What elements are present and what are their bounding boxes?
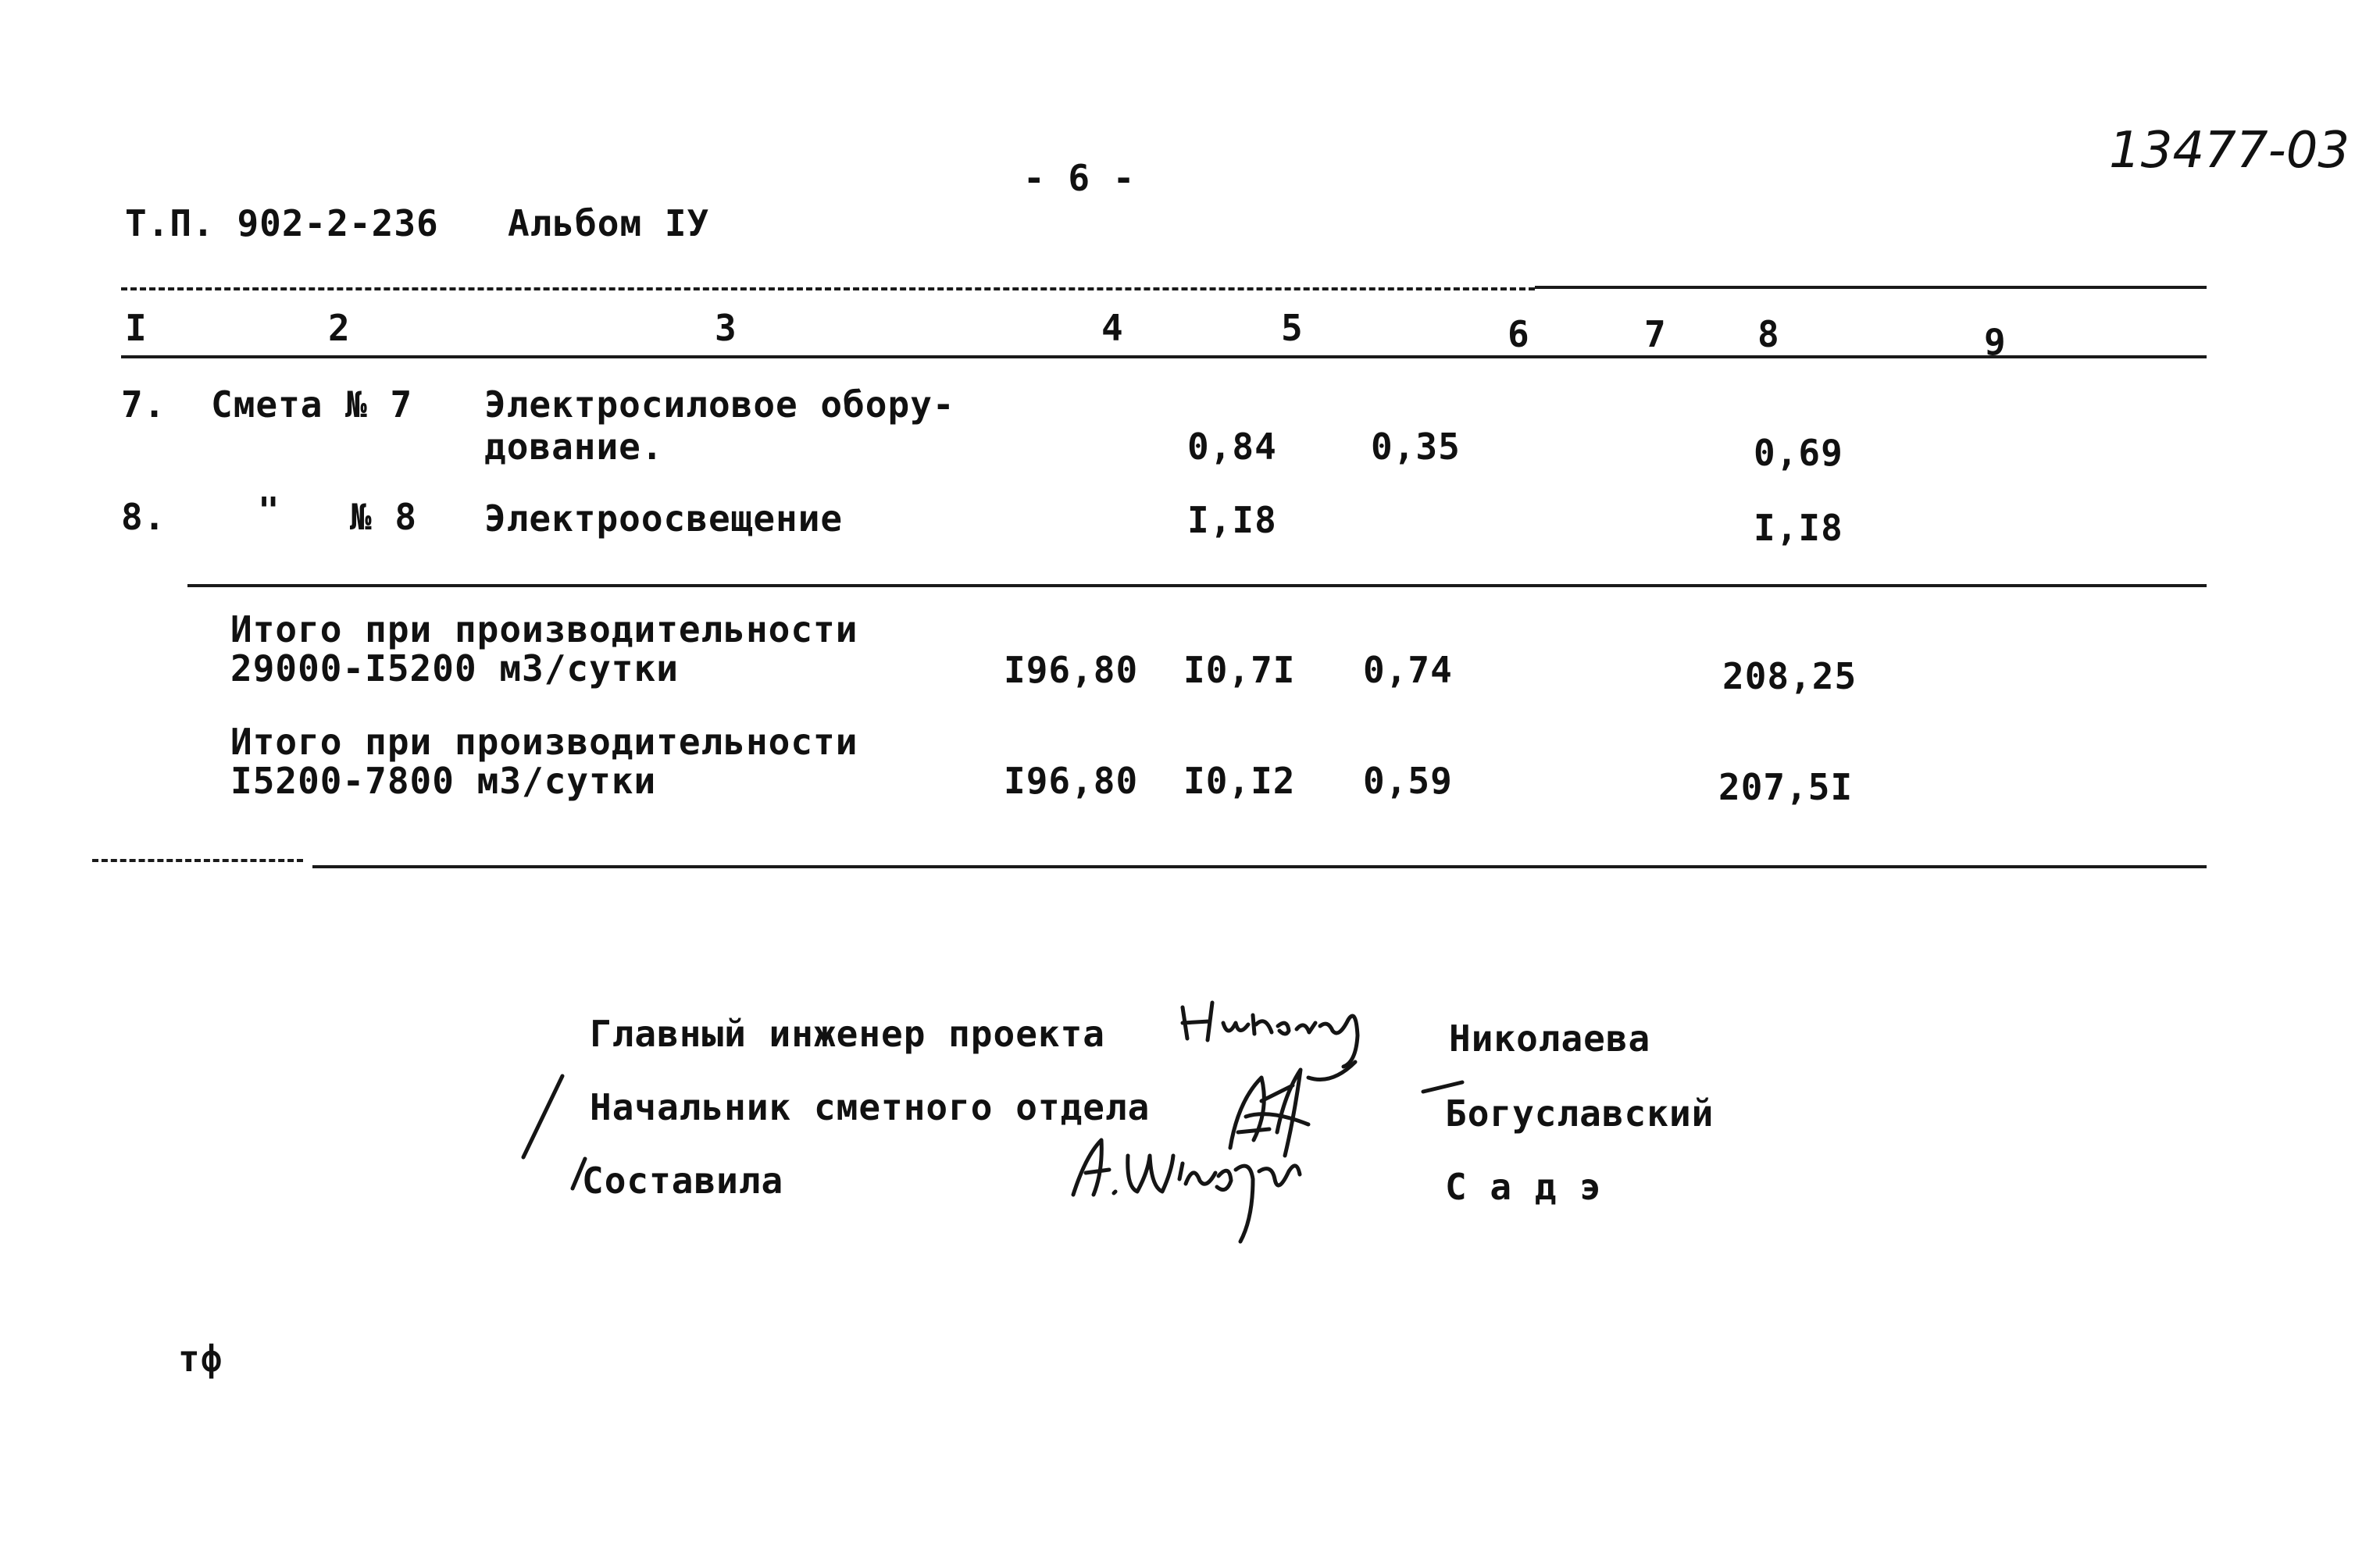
total-label-line1: Итого при производительности — [230, 721, 858, 763]
column-number: I — [125, 307, 148, 349]
column-number: 4 — [1101, 307, 1124, 349]
cell-col8: 207,5I — [1718, 766, 1854, 808]
row-number: 7. — [121, 383, 166, 426]
row-number: 8. — [121, 496, 166, 538]
cell-col5: I0,I2 — [1183, 760, 1296, 802]
cell-col4: I96,80 — [1004, 760, 1139, 802]
archive-stamp-number: 13477-03 — [2109, 122, 2350, 180]
total-label-line1: Итого при производительности — [230, 608, 858, 650]
document-code: Т.П. 902-2-236 — [125, 202, 439, 244]
cell-col8: I,I8 — [1754, 507, 1843, 549]
ditto-mark: " — [258, 490, 280, 532]
top-rule-right — [1535, 286, 2207, 289]
signature-sade — [1062, 1124, 1343, 1249]
column-number: 6 — [1508, 313, 1530, 355]
cell-col4: I96,80 — [1004, 649, 1139, 691]
top-dashed-rule — [121, 287, 1535, 290]
margin-slash-mark — [516, 1070, 570, 1163]
name-dash-mark — [1420, 1076, 1467, 1099]
cell-col6: 0,35 — [1371, 426, 1461, 468]
footer-mark: тф — [178, 1338, 223, 1380]
column-number: 3 — [715, 307, 737, 349]
cell-col8: 0,69 — [1754, 432, 1843, 474]
album-label: Альбом IУ — [508, 202, 710, 244]
cell-col6: 0,59 — [1363, 760, 1453, 802]
bottom-rule — [312, 865, 2207, 868]
column-number: 7 — [1644, 313, 1667, 355]
signer-name: Богуславский — [1445, 1092, 1715, 1135]
item-name-line2: дование. — [484, 426, 664, 468]
signer-role: Главный инженер проекта — [590, 1013, 1105, 1055]
signer-name: С а д э — [1445, 1166, 1602, 1208]
signer-name: Николаева — [1449, 1017, 1651, 1060]
cell-col8: 208,25 — [1722, 655, 1857, 697]
page-number: - 6 - — [1023, 157, 1136, 199]
cell-col6: 0,74 — [1363, 649, 1453, 691]
total-label-line2: I5200-7800 м3/сутки — [230, 760, 657, 802]
totals-separator-rule — [187, 584, 2207, 587]
cell-col5: I,I8 — [1187, 499, 1277, 541]
column-header-rule — [121, 355, 2207, 358]
column-number: 5 — [1281, 307, 1304, 349]
bottom-dashed-rule — [92, 859, 303, 862]
column-number: 8 — [1757, 313, 1780, 355]
cell-col5: I0,7I — [1183, 649, 1296, 691]
cell-col5: 0,84 — [1187, 426, 1277, 468]
column-number: 2 — [328, 307, 351, 349]
total-label-line2: 29000-I5200 м3/сутки — [230, 647, 679, 689]
item-name: Электроосвещение — [484, 497, 844, 540]
column-number: 9 — [1984, 321, 2007, 363]
item-name-line1: Электросиловое обору- — [484, 383, 955, 426]
signer-role: Составила — [582, 1160, 784, 1202]
signer-role: Начальник сметного отдела — [590, 1086, 1151, 1128]
estimate-ref: Смета № 7 — [211, 383, 413, 426]
estimate-number: № 8 — [350, 496, 418, 538]
margin-slash-mark — [566, 1154, 590, 1193]
